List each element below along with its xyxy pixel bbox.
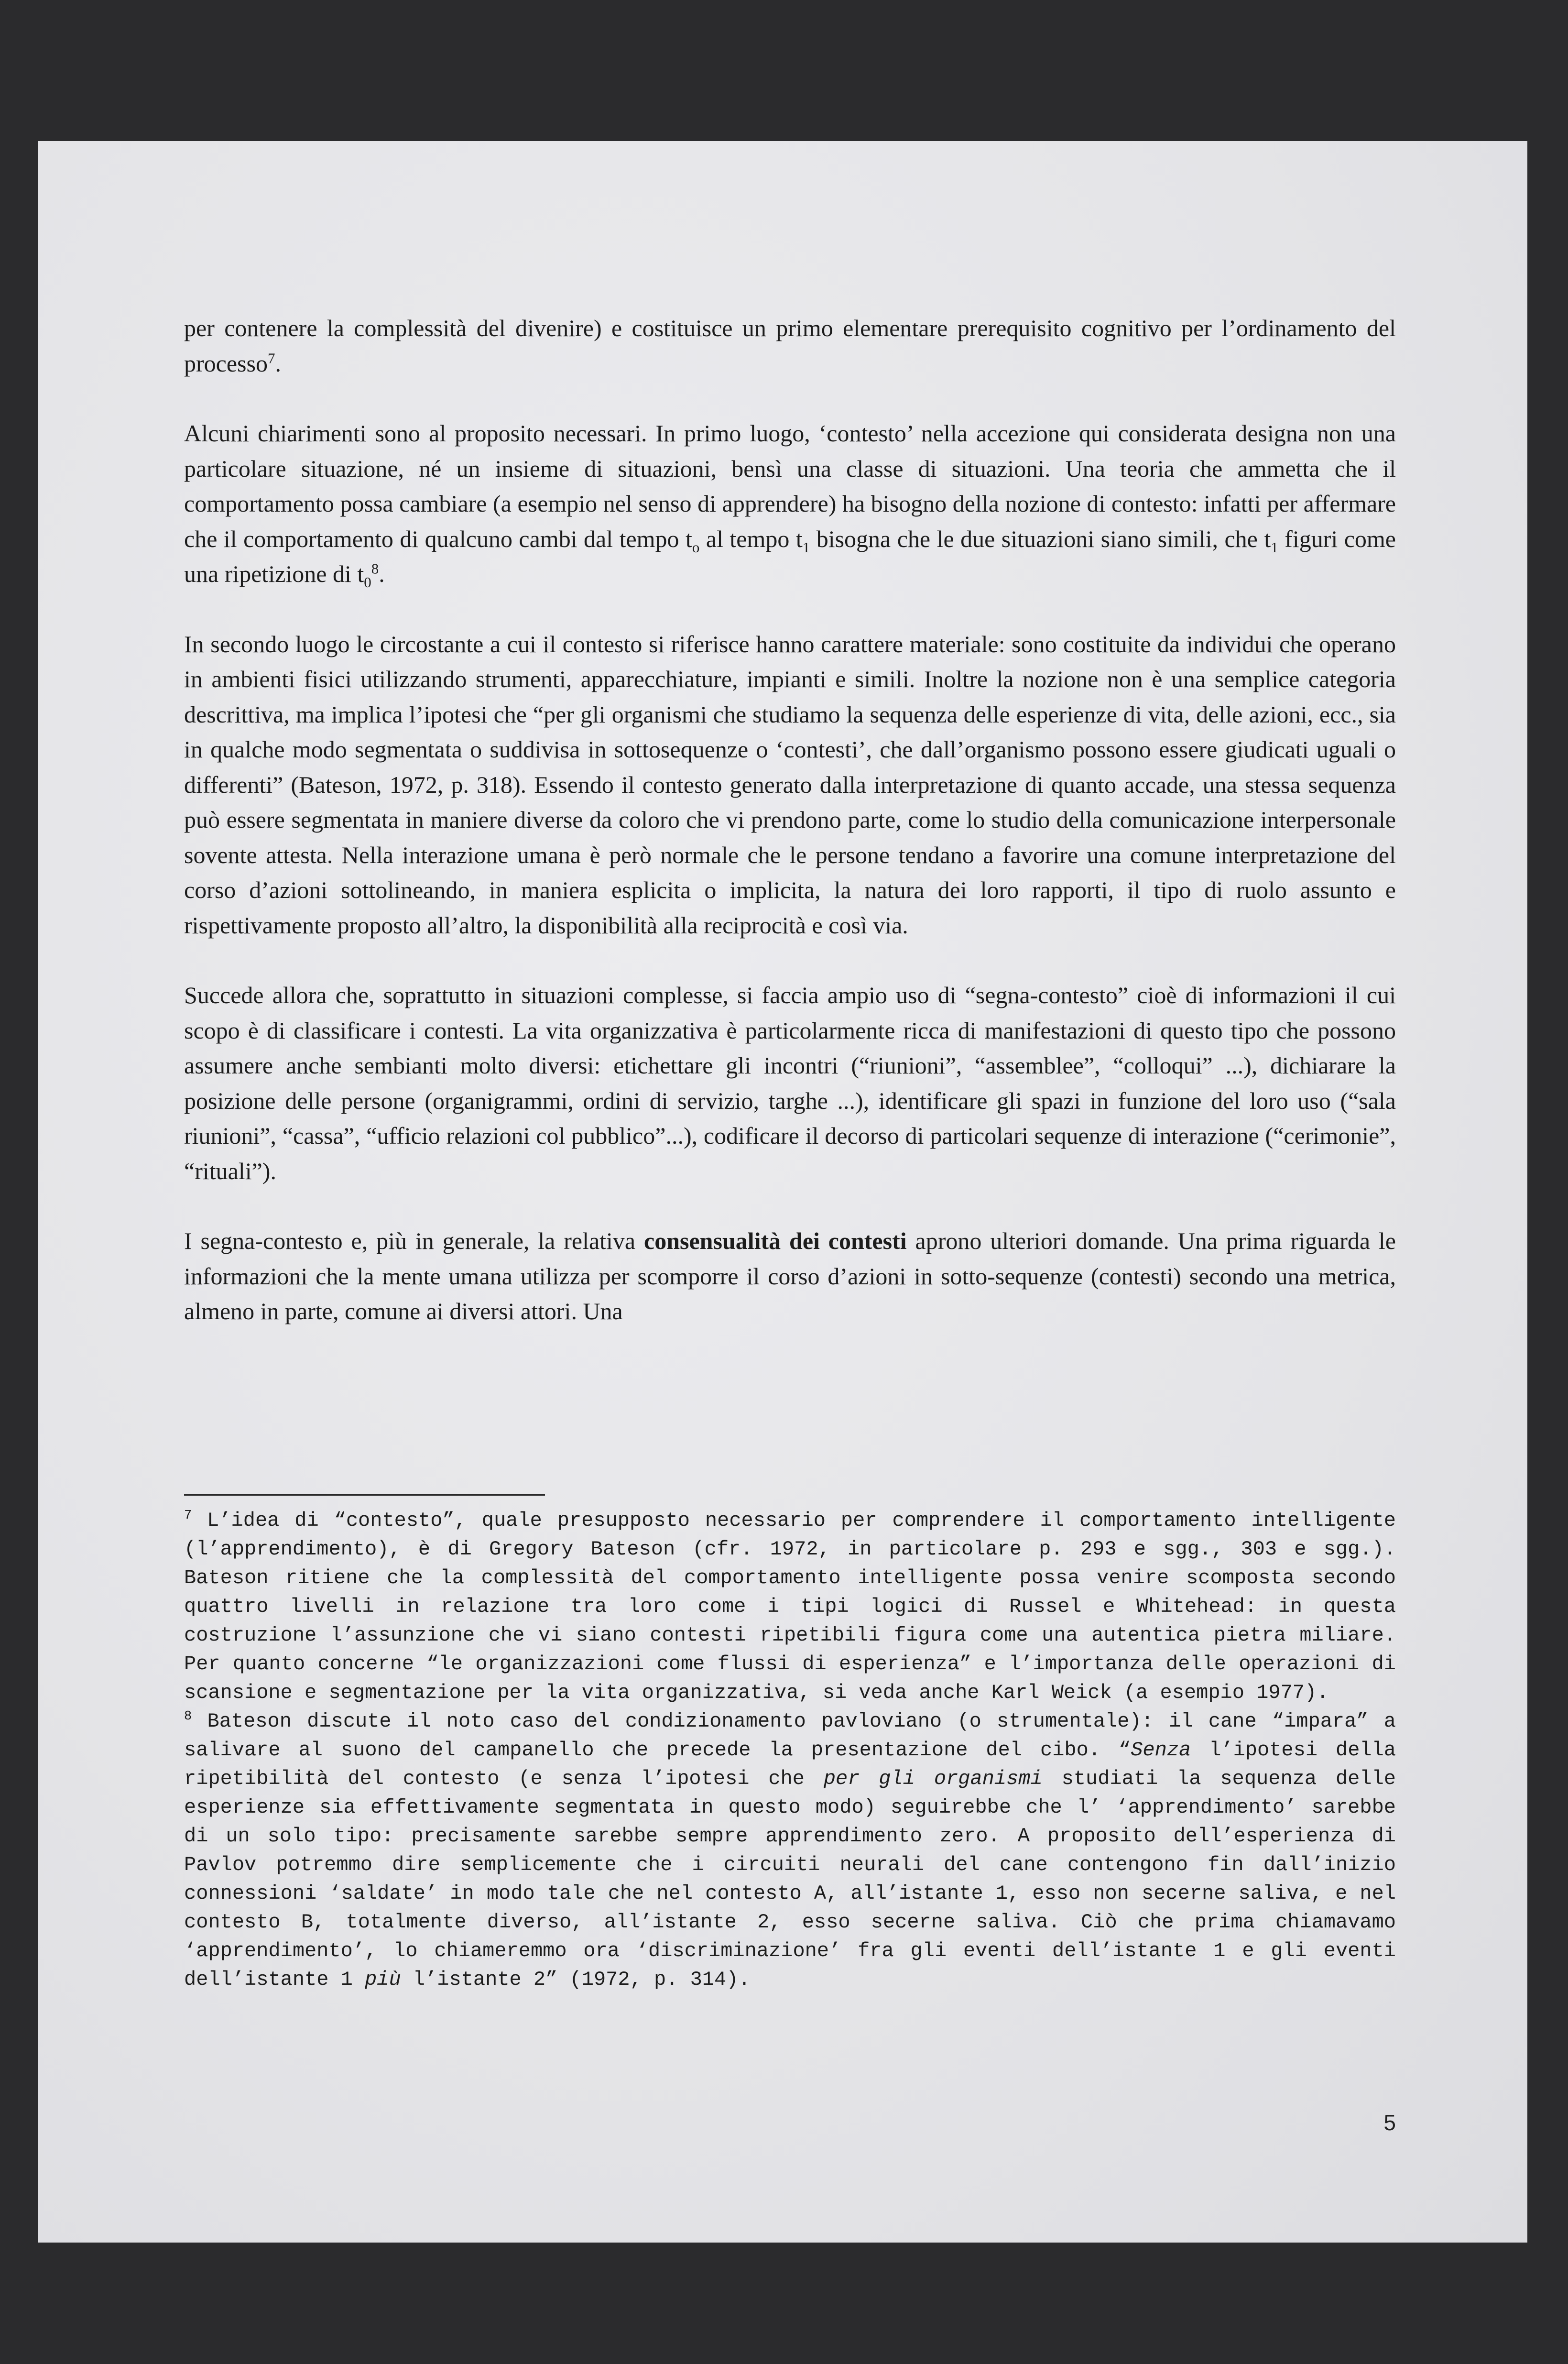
footnote-ref-7: 7 — [267, 349, 275, 366]
paragraph-5 — [184, 1224, 1396, 1329]
bold-term: consensualità dei contesti — [644, 1227, 907, 1254]
page-number: 5 — [1383, 2110, 1396, 2135]
paragraph-1-text: per contenere la complessità del divenire) e costituisce un primo elementare prerequisito cognitivo per l’ordinamento del processo — [184, 315, 1396, 377]
italic-text: Senza — [1131, 1739, 1191, 1762]
paragraph-2 — [184, 416, 1396, 592]
italic-text: più — [365, 1968, 401, 1991]
main-text — [184, 311, 1396, 1329]
paragraph-5-part-a: I segna-contesto e, più in generale, la relativa — [184, 1227, 644, 1254]
paragraph-2-part-a: Alcuni chiarimenti sono al proposito necessari. In primo luogo, ‘contesto’ nella accezione qui considerata designa non una particolare situazione, né un insieme di situazioni, bensì una classe di situazioni. Una teoria che ammetta che il comportamento possa cambiare (a esempio nel senso di apprendere) ha bisogno della nozione di contesto: infatti per affermare che il comportamento di qualcuno cambi dal tempo t — [184, 420, 1396, 552]
paragraph-1 — [184, 311, 1396, 381]
footnotes — [184, 1506, 1396, 1994]
paragraph-2-part-c: bisogna che le due situazioni siano simili, che t — [810, 525, 1271, 552]
footnote-8-part-a: Bateson discute il noto caso del condizionamento pavloviano (o strumentale): il cane “impara” a salivare al suono del campanello che precede la presentazione del cibo. “ — [184, 1710, 1396, 1762]
subscript-1: 1 — [802, 538, 810, 556]
paragraph-2-part-d: figuri come una ripetizione di t — [184, 525, 1396, 587]
paper-sheet — [38, 141, 1527, 2243]
paragraph-2-end: . — [379, 560, 385, 587]
footnote-mark: 8 — [184, 1709, 192, 1724]
paragraph-5-part-b: aprono ulteriori domande. Una prima riguarda le informazioni che la mente umana utilizza per scomporre il corso d’azioni in sotto-sequenze (contesti) secondo una metrica, almeno in parte, comune ai diversi attori. Una — [184, 1227, 1396, 1324]
italic-text: per gli organismi — [823, 1767, 1043, 1790]
footnote-separator — [184, 1494, 545, 1496]
paragraph-4: Succede allora che, soprattutto in situazioni complesse, si faccia ampio uso di “segna-contesto” cioè di informazioni il cui scopo è di classificare i contesti. La vita organizzativa è particolarmente ricca di manifestazioni di questo tipo che possono assumere anche sembianti molto diversi: etichettare gli incontri (“riunioni”, “assemblee”, “colloqui” ...), dichiarare la posizione delle persone (organigrammi, ordini di servizio, targhe ...), identificare gli spazi in funzione del loro uso (“sala riunioni”, “cassa”, “ufficio relazioni col pubblico”...), codificare il decorso di particolari sequenze di interazione (“cerimonie”, “rituali”). — [184, 982, 1396, 1184]
footnote-8-part-b: l’ipotesi della ripetibilità del contesto (e senza l’ipotesi che — [184, 1739, 1396, 1790]
footnote-7 — [184, 1506, 1396, 1707]
footnote-8 — [184, 1707, 1396, 1994]
footnote-7-text: L’idea di “contesto”, quale presupposto necessario per comprendere il comportamento intelligente (l’apprendimento), è di Gregory Bateson (cfr. 1972, in particolare p. 293 e sgg., 303 e sgg.). Bateson ritiene che la complessità del comportamento intelligente possa venire scomposta secondo quattro livelli in relazione tra loro come i tipi logici di Russel e Whitehead: in questa costruzione l’assunzione che vi siano contesti ripetibili figura come una autentica pietra miliare. Per quanto concerne “le organizzazioni come flussi di esperienza” e l’importanza delle operazioni di scansione e segmentazione per la vita organizzativa, si veda anche Karl Weick (a esempio 1977). — [184, 1509, 1396, 1704]
paragraph-2-part-b: al tempo t — [699, 525, 803, 552]
subscript-1: 1 — [1271, 538, 1278, 556]
subscript-o: o — [692, 538, 700, 556]
footnote-ref-8: 8 — [371, 560, 379, 577]
paragraph-3: In secondo luogo le circostante a cui il contesto si riferisce hanno carattere materiale: sono costituite da individui che operano in ambienti fisici utilizzando strumenti, apparecchiature, impianti e simili. Inoltre la nozione non è una semplice categoria descrittiva, ma implica l’ipotesi che “per gli organismi che studiamo la sequenza delle esperienze di vita, delle azioni, ecc., sia in qualche modo segmentata o suddivisa in sottosequenze o ‘contesti’, che dall’organismo possono essere giudicati uguali o differenti” (Bateson, 1972, p. 318). Essendo il contesto generato dalla interpretazione di quanto accade, una stessa sequenza può essere segmentata in maniere diverse da coloro che vi prendono parte, come lo studio della comunicazione interpersonale sovente attesta. Nella interazione umana è però normale che le persone tendano a favorire una comune interpretazione del corso d’azioni sottolineando, in maniera esplicita o implicita, la natura dei loro rapporti, il tipo di ruolo assunto e rispettivamente proposto all’altro, la disponibilità alla reciprocità e così via. — [184, 630, 1396, 939]
footnote-mark: 7 — [184, 1509, 192, 1523]
footnote-8-part-c: studiati la sequenza delle esperienze sia effettivamente segmentata in questo modo) seguirebbe che l’ ‘apprendimento’ sarebbe di un solo tipo: precisamente sarebbe sempre apprendimento zero. A proposito dell’esperienza di Pavlov potremmo dire semplicemente che i circuiti neurali del cane contengono fin dall’inizio connessioni ‘saldate’ in modo tale che nel contesto A, all’istante 1, esso non secerne saliva, e nel contesto B, totalmente diverso, all’istante 2, esso secerne saliva. Ciò che prima chiamavamo ‘apprendimento’, lo chiameremmo ora ‘discriminazione’ fra gli eventi dell’istante 1 e gli eventi dell’istante 1 — [184, 1767, 1396, 1991]
footnote-8-part-d: l’istante 2” (1972, p. 314). — [401, 1968, 751, 1991]
paragraph-1-end: . — [275, 350, 281, 377]
subscript-0: 0 — [364, 574, 371, 591]
